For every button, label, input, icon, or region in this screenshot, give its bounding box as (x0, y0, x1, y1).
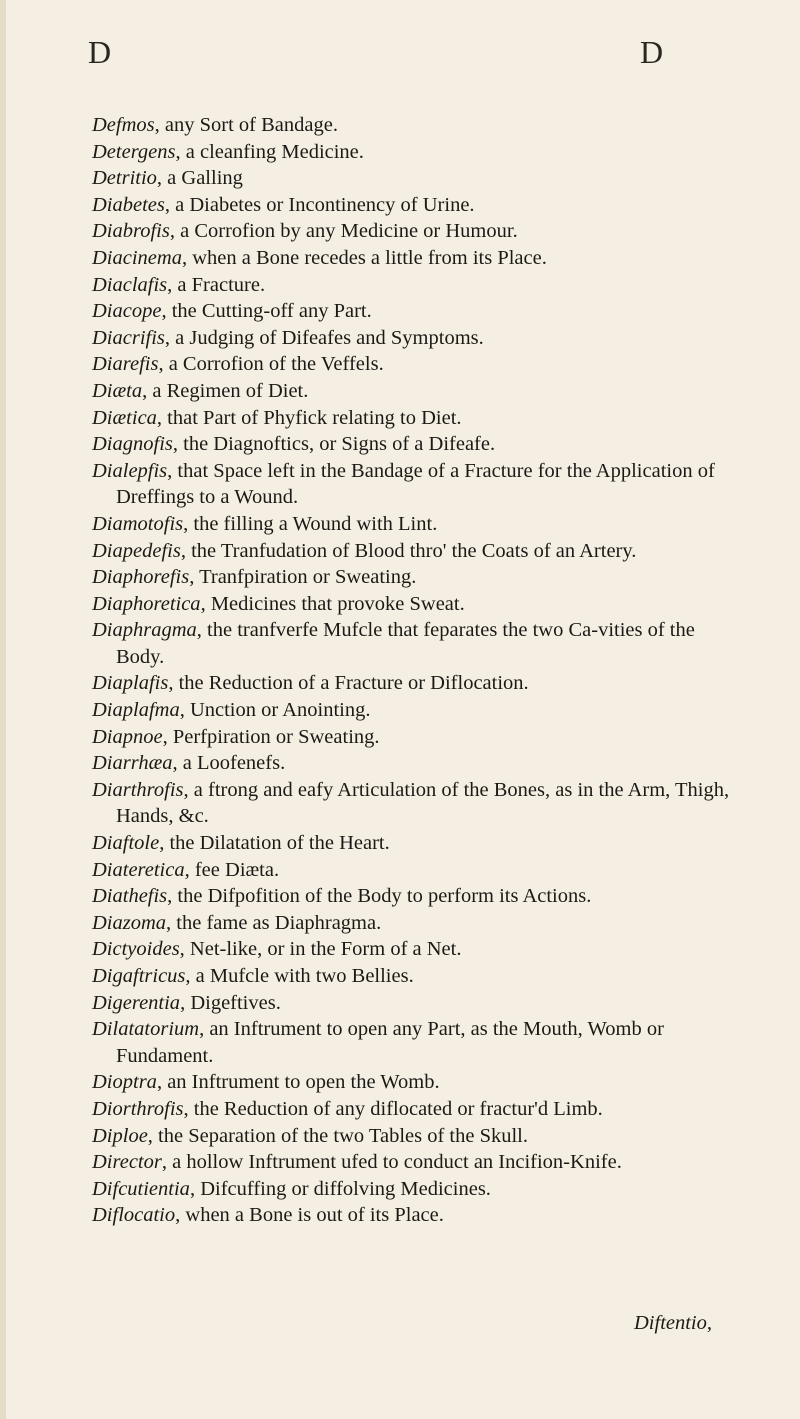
entry-comma: , (167, 459, 173, 482)
entry-term: Diaplafma (92, 699, 180, 722)
entry-term: Diazoma (92, 911, 167, 934)
entry-definition: the filling a Wound with Lint. (188, 512, 438, 535)
entry-term: Diagnofis (92, 433, 173, 456)
dictionary-entry (92, 777, 732, 830)
dictionary-entry (92, 458, 732, 511)
entry-term: Diamotofis (92, 512, 184, 535)
entry-definition: the Difpofition of the Body to perform its Actions. (172, 885, 592, 908)
entry-comma: , (168, 672, 174, 695)
entry-term: Detergens (92, 140, 176, 163)
dictionary-entry (92, 431, 732, 458)
entry-comma: , (175, 140, 181, 163)
entry-term: Diarthrofis (92, 778, 184, 801)
entry-definition: a hollow Inftrument ufed to conduct an Incifion-Knife. (166, 1151, 622, 1174)
entry-term: Digaftricus (92, 965, 186, 987)
dictionary-entry (92, 697, 732, 724)
dictionary-entry (92, 272, 732, 299)
dictionary-entry (92, 910, 732, 937)
dictionary-entry (92, 192, 732, 219)
entry-comma: , (156, 167, 163, 190)
header-letter-left: D (88, 34, 112, 70)
entry-definition: when a Bone recedes a little from its Place. (187, 246, 547, 269)
entry-term: Diaphragma (92, 619, 197, 642)
dictionary-entry (92, 405, 732, 432)
entry-term: Dilatatorium (92, 1018, 200, 1041)
catchword: Diftentio, (634, 1312, 713, 1334)
entry-comma: , (156, 1071, 163, 1094)
entry-term: Detritio (92, 167, 157, 190)
entry-comma: , (156, 406, 163, 429)
dictionary-entries (92, 112, 732, 1229)
entry-comma: , (180, 539, 186, 562)
dictionary-entry (92, 883, 732, 910)
entry-definition: Unction or Anointing. (184, 699, 371, 722)
entry-term: Director (92, 1151, 162, 1174)
entry-comma: , (200, 592, 206, 615)
entry-definition: a Judging of Difeafes and Symptoms. (170, 326, 484, 349)
entry-definition: a cleanfing Medicine. (180, 140, 364, 163)
entry-comma: , (172, 433, 178, 456)
entry-comma: , (169, 220, 175, 243)
entry-comma: , (183, 1097, 189, 1120)
entry-term: Diaphorefis (92, 566, 190, 589)
page-gutter-shadow (0, 0, 6, 1419)
entry-term: Diapedefis (92, 539, 181, 562)
entry-comma: , (175, 1204, 181, 1227)
dictionary-entry (92, 857, 732, 884)
entry-definition: a Regimen of Diet. (147, 379, 309, 402)
dictionary-entry (92, 750, 732, 777)
dictionary-entry (92, 936, 732, 963)
entry-comma: , (164, 326, 171, 349)
dictionary-entry (92, 591, 732, 618)
entry-comma: , (183, 778, 189, 801)
dictionary-entry (92, 990, 732, 1017)
entry-comma: , (199, 1018, 205, 1041)
dictionary-entry (92, 351, 732, 378)
dictionary-entry (92, 325, 732, 352)
entry-definition: Perfpiration or Sweating. (167, 725, 380, 748)
dictionary-entry (92, 1176, 732, 1203)
dictionary-entry (92, 218, 732, 245)
entry-definition: any Sort of Bandage. (159, 114, 338, 136)
dictionary-entry (92, 139, 732, 166)
entry-definition: the tranfverfe Mufcle that feparates the two Ca-vities of the Body. (116, 619, 695, 668)
entry-comma: , (180, 991, 186, 1014)
entry-definition: that Part of Phyfick relating to Diet. (162, 406, 462, 429)
entry-comma: , (172, 752, 178, 775)
entry-comma: , (179, 699, 185, 722)
entry-comma: , (159, 832, 165, 855)
entry-comma: , (181, 246, 188, 269)
entry-definition: an Inftrument to open the Womb. (162, 1071, 440, 1094)
dictionary-entry (92, 1069, 732, 1096)
entry-definition: Difcuffing or diffolving Medicines. (195, 1177, 491, 1200)
entry-term: Diabetes (92, 193, 165, 216)
entry-comma: , (184, 858, 190, 881)
entry-term: Diorthrofis (92, 1097, 184, 1120)
entry-term: Diætica (92, 406, 157, 429)
entry-comma: , (189, 566, 195, 589)
entry-definition: the Reduction of a Fracture or Diflocation. (173, 672, 529, 695)
dictionary-entry (92, 1149, 732, 1176)
dictionary-entry (92, 1202, 732, 1229)
entry-comma: , (167, 885, 173, 908)
dictionary-entry (92, 378, 732, 405)
entry-comma: , (161, 300, 167, 323)
dictionary-entry (92, 112, 732, 139)
entry-term: Diarrhæa (92, 752, 173, 775)
entry-definition: that Space left in the Bandage of a Fracture for the Application of Dreffings to a Wound. (116, 459, 715, 509)
entry-definition: Digeftives. (185, 991, 281, 1014)
dictionary-entry (92, 564, 732, 591)
entry-comma: , (183, 512, 189, 535)
entry-definition: the Diagnoftics, or Signs of a Difeafe. (178, 433, 496, 456)
entry-comma: , (179, 938, 185, 961)
entry-comma: , (158, 353, 164, 376)
entry-definition: the Cutting-off any Part. (166, 300, 372, 323)
dictionary-entry (92, 670, 732, 697)
entry-term: Dialepfis (92, 459, 168, 482)
dictionary-entry (92, 298, 732, 325)
entry-definition: a Mufcle with two Bellies. (190, 965, 414, 987)
entry-term: Diaftole (92, 832, 160, 855)
entry-comma: , (142, 379, 148, 402)
entry-comma: , (185, 965, 191, 987)
entry-definition: the Reduction of any diflocated or fractur'd Limb. (188, 1097, 603, 1120)
entry-term: Defmos (92, 114, 155, 136)
dictionary-entry (92, 963, 732, 990)
entry-term: Diacope (92, 300, 162, 323)
entry-term: Diaclafis (92, 273, 168, 296)
entry-term: Difcutientia (92, 1177, 190, 1200)
entry-definition: Medicines that provoke Sweat. (205, 592, 465, 615)
entry-comma: , (154, 114, 160, 136)
entry-definition: fee Diæta. (189, 858, 280, 881)
dictionary-entry (92, 830, 732, 857)
entry-comma: , (164, 193, 170, 216)
entry-definition: a Galling (162, 167, 243, 190)
entry-definition: the Separation of the two Tables of the Skull. (152, 1124, 529, 1147)
entry-term: Diarefis (92, 353, 159, 376)
dictionary-entry (92, 1123, 732, 1150)
dictionary-entry (92, 245, 732, 272)
entry-term: Diflocatio (92, 1204, 176, 1227)
dictionary-entry (92, 1096, 732, 1123)
entry-term: Diploe (92, 1124, 148, 1147)
dictionary-entry (92, 511, 732, 538)
entry-definition: a Corrofion by any Medicine or Humour. (174, 220, 518, 243)
entry-definition: a Corrofion of the Veffels. (163, 353, 384, 376)
dictionary-entry (92, 1016, 732, 1069)
entry-term: Dioptra (92, 1071, 157, 1094)
entry-comma: , (189, 1177, 196, 1200)
dictionary-entry (92, 165, 732, 192)
entry-definition: the Dilatation of the Heart. (164, 832, 390, 855)
entry-definition: a Loofenefs. (177, 752, 286, 775)
running-header (0, 34, 800, 74)
entry-term: Digerentia (92, 991, 181, 1014)
dictionary-entry (92, 538, 732, 565)
entry-definition: a Fracture. (172, 273, 266, 296)
entry-term: Diaphoretica (92, 592, 201, 615)
entry-definition: Net-like, or in the Form of a Net. (184, 938, 462, 961)
entry-comma: , (167, 273, 173, 296)
dictionary-entry (92, 724, 732, 751)
entry-definition: the Tranfudation of Blood thro' the Coats of an Artery. (185, 539, 637, 562)
entry-definition: when a Bone is out of its Place. (180, 1204, 444, 1227)
entry-comma: , (147, 1124, 153, 1147)
entry-term: Dictyoides (92, 938, 180, 961)
entry-term: Diacrifis (92, 326, 165, 349)
entry-term: Diabrofis (92, 220, 170, 243)
entry-definition: the fame as Diaphragma. (171, 911, 382, 934)
entry-comma: , (161, 1151, 167, 1174)
header-letter-right: D (640, 34, 664, 70)
entry-term: Diateretica (92, 858, 185, 881)
entry-comma: , (166, 911, 172, 934)
entry-term: Diapnoe (92, 725, 163, 748)
entry-definition: a Diabetes or Incontinency of Urine. (170, 193, 475, 216)
entry-term: Diathefis (92, 885, 168, 908)
entry-term: Diæta (92, 379, 143, 402)
entry-term: Diaplafis (92, 672, 169, 695)
entry-definition: a ftrong and eafy Articulation of the Bones, as in the Arm, Thigh, Hands, &c. (116, 778, 730, 828)
entry-definition: Tranfpiration or Sweating. (194, 566, 417, 589)
dictionary-entry (92, 617, 732, 670)
entry-term: Diacinema (92, 246, 182, 269)
entry-comma: , (162, 725, 168, 748)
entry-definition: an Inftrument to open any Part, as the Mouth, Womb or Fundament. (116, 1018, 664, 1067)
entry-comma: , (196, 619, 202, 642)
